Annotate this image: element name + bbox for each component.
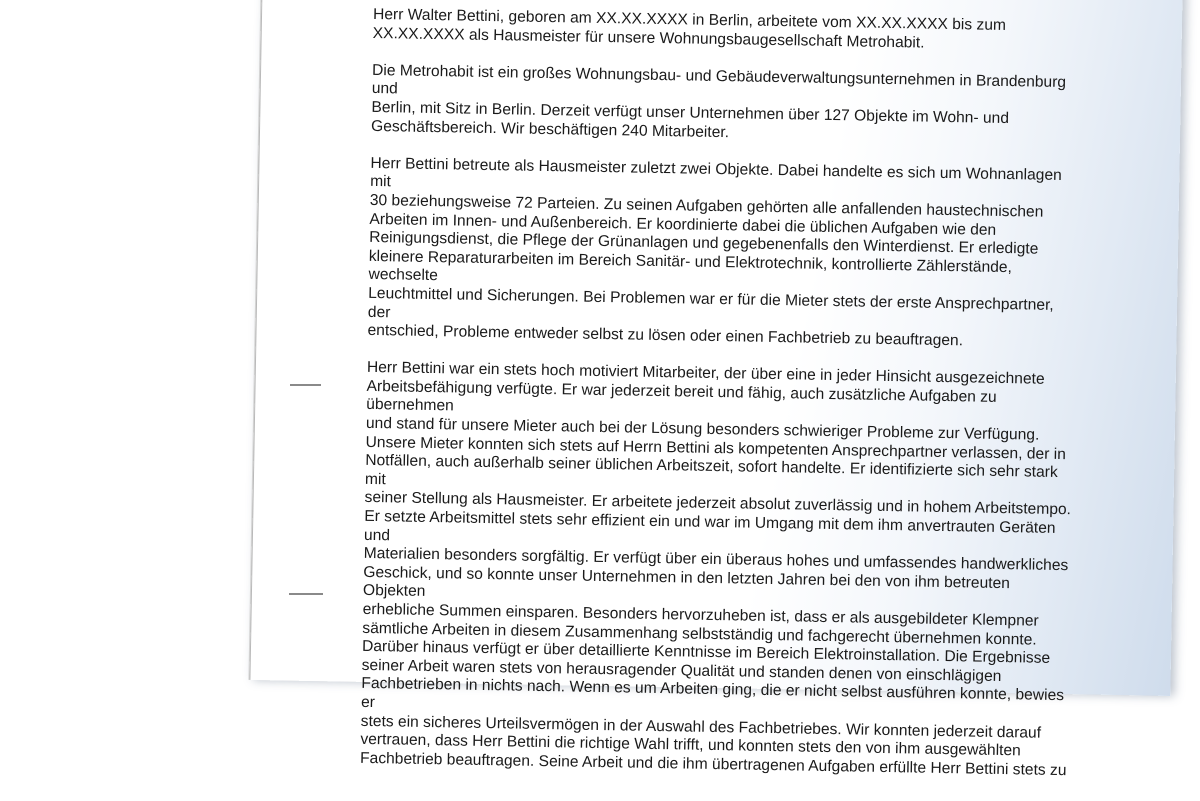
paragraph-employment: Herr Walter Bettini, geboren am XX.XX.XXXX in Berlin, arbeitete vom XX.XX.XXXX bis zum XX.XX.XXXX als Hausmeister für unsere Wohnungsbaugesellschaft Metrohabit. <box>372 5 1007 52</box>
paragraph-assessment: Herr Bettini war ein stets hoch motiviert Mitarbeiter, der über eine in jeder Hinsicht ausgezeichnete Arbeitsbefähigung verfügte. Er war jederzeit bereit und fähig, auch zusätzliche Aufgaben zu übernehmen und stand für unsere Mieter auch bei der Lösung besonders schwieriger Probleme zur Verfügung. Unsere Mieter konnten sich stets auf Herrn Bettini als kompetenten Ansprechpartner verlassen, der in Notfällen, auch außerhalb seiner üblichen Arbeitszeit, sofort handelte. Er identifizierte sich sehr stark mit seiner Stellung als Hausmeister. Er arbeitete jederzeit absolut zuverlässig und in hohem Arbeitstempo. Er setzte Arbeitsmittel stets sehr effizient ein und war im Umgang mit dem ihm anvertrauten Geräten und Materialien besonders sorgfältig. Er verfügt über ein überaus hohes und umfassendes handwerkliches Geschick, und so konnte unser Unternehmen in den letzten Jahren bei den von ihm betreuten Objekten erhebliche Summen einsparen. Besonders hervorzuheben ist, dass er als ausgebildeter Klempner sämtliche Arbeiten in diesem Zusammenhang selbstständig und fachgerecht übernehmen konnte. Darüber hinaus verfügt er über detaillierte Kenntnisse im Bereich Elektroinstallation. Die Ergebnisse seiner Arbeit waren stets von herausragender Qualität und standen denen von einschlägigen Fachbetrieben in nichts nach. Wenn es um Arbeiten ging, die er nicht selbst ausführen konnte, bewies er stets ein sicheres Urteilsvermögen in der Auswahl des Fachbetriebes. Wir konnten jederzeit darauf vertrauen, dass Herr Bettini die richtige Wahl trifft, und konnten stets den von ihm ausgewählten Fachbetrieb beauftragen. Seine Arbeit und die ihm übertragenen Aufgaben erfüllte Herr Bettini stets zu <box>359 359 1072 779</box>
document-page <box>249 0 1182 779</box>
paragraph-duties: Herr Bettini betreute als Hausmeister zuletzt zwei Objekte. Dabei handelte es sich um Wohnanlagen mit 30 beziehungsweise 72 Parteien. Zu seinen Aufgaben gehörten alle anfallenden haustechnischen Arbeiten im Innen- und Außenbereich. Er koordinierte dabei die üblichen Aufgaben wie den Reinigungsdienst, die Pflege der Grünanlagen und gegebenenfalls den Winterdienst. Er erledigte kleinere Reparaturarbeiten im Bereich Sanitär- und Elektrotechnik, kontrollierte Zählerstände, wechselte Leuchtmittel und Sicherungen. Bei Problemen war er für die Mieter stets der erste Ansprechpartner, der entschied, Probleme entweder selbst zu lösen oder einen Fachbetrieb zu beauftragen. <box>367 154 1062 350</box>
document-body <box>360 6 1084 799</box>
paragraph-company: Die Metrohabit ist ein großes Wohnungsbau- und Gebäudeverwaltungsunternehmen in Brandenburg und Berlin, mit Sitz in Berlin. Derzeit verfügt unser Unternehmen über 127 Objekte im Wohn- und Geschäftsbereich. Wir beschäftigen 240 Mitarbeiter. <box>370 61 1067 141</box>
fold-mark-bottom <box>289 593 323 595</box>
fold-mark-top <box>290 384 321 386</box>
